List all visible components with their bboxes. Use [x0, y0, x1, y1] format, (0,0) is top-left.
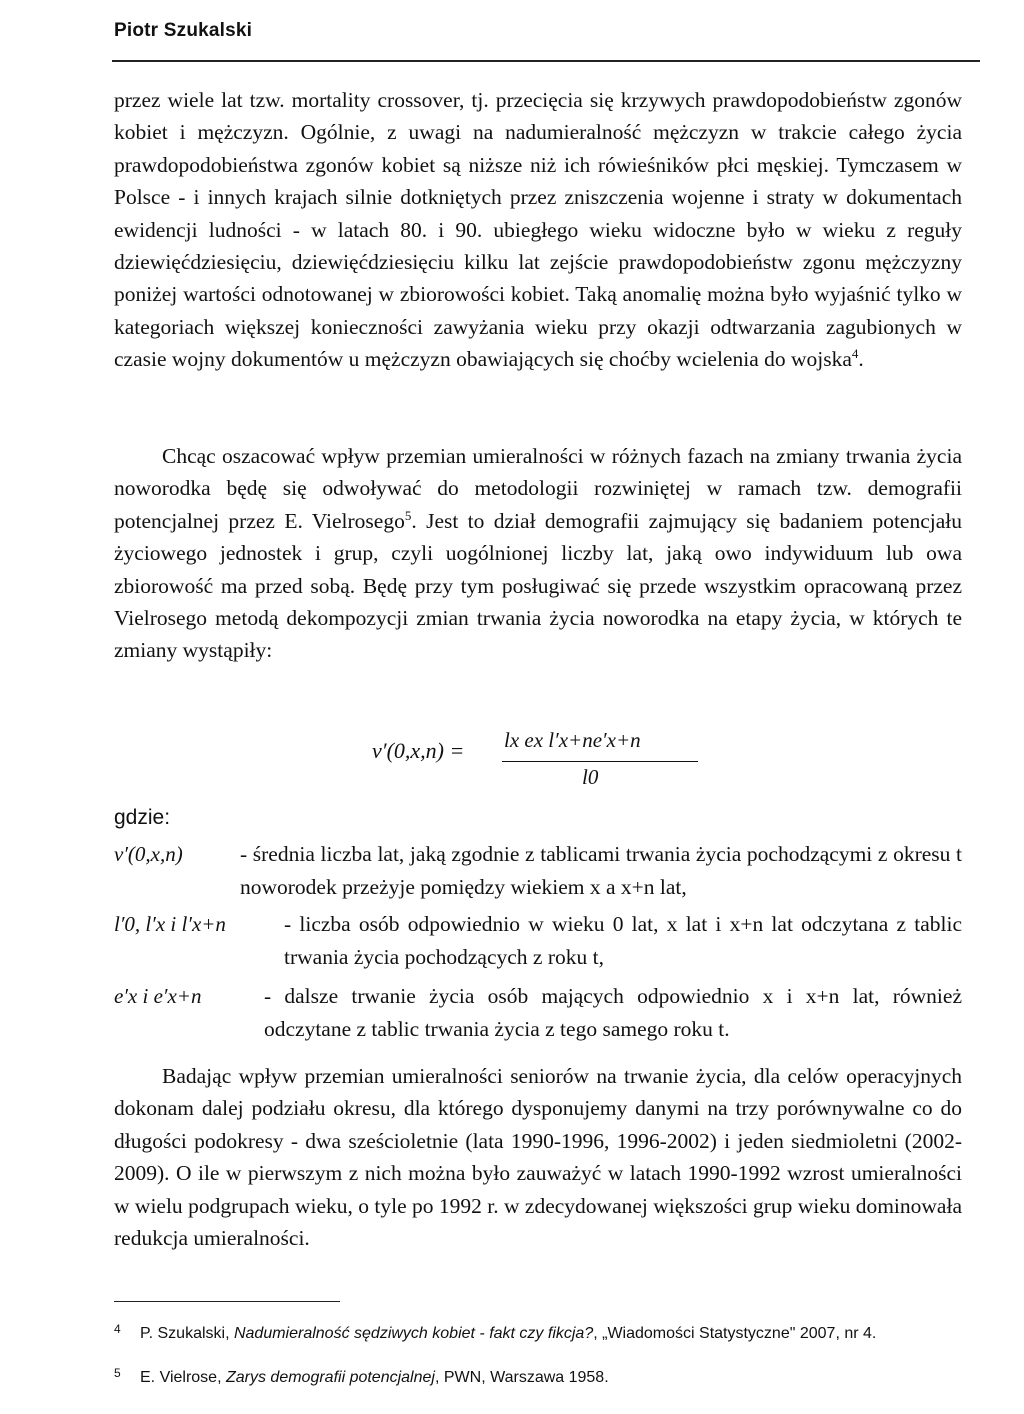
formula-fraction-bar [502, 761, 698, 762]
footnote-title: Nadumieralność sędziwych kobiet - fakt czy fikcja? [233, 1325, 594, 1342]
footnote-rule [114, 1301, 340, 1302]
formula-lhs: v′(0,x,n) = [372, 738, 465, 763]
where-label: gdzie: [114, 806, 171, 829]
paragraph-3 [114, 1060, 962, 1254]
definition-term: e′x i e′x+n [114, 984, 202, 1008]
definition-term: v′(0,x,n) [114, 842, 183, 866]
formula-vielrose [372, 728, 712, 798]
footnote-source: , PWN, Warszawa 1958. [434, 1369, 609, 1386]
footnote-ref-5[interactable]: 5 [404, 507, 412, 523]
paragraph-3-text: Badając wpływ przemian umieralności seniorów na trwanie życia, dla celów operacyjnych dokonam dalej podziału okresu, dla którego dysponujemy danymi na trzy porównywalne co do długości podokresy - dwa sześcioletnie (lata 1990-1996, 1996-2002) i jeden siedmioletni (2002-2009). O ile w pierwszym z nich można było zauważyć w latach 1990-1992 wzrost umieralności w wielu podgrupach wieku, o tyle po 1992 r. w zdecydowanej większości grup wieku dominowała redukcja umieralności. [114, 1064, 962, 1251]
definitions-list [114, 838, 962, 1052]
footnote-source: , „Wiadomości Statystyczne" 2007, nr 4. [593, 1325, 877, 1342]
paragraph-1-text: przez wiele lat tzw. mortality crossover, tj. przecięcia się krzywych prawdopodobieństw zgonów kobiet i mężczyzn. Ogólnie, z uwagi na nadumieralność mężczyzn w trakcie całego życia prawdopodobieństwa zgonów kobiet są niższe niż ich rówieśników płci męskiej. Tymczasem w Polsce - i innych krajach silnie dotkniętych przez zniszczenia wojenne i straty w dokumentach ewidencji ludności - w latach 80. i 90. ubiegłego wieku widoczne było w wieku z reguły dziewięćdziesięciu, dziewięćdziesięciu kilku lat zejście prawdopodobieństw zgonu mężczyzny poniżej wartości odnotowanej w zbiorowości kobiet. Taką anomalię można było wyjaśnić tylko w kategoriach większej konieczności zawyżania wieku przy okazji odtwarzania zagubionych w czasie wojny dokumentów u mężczyzn obawiających się choćby wcielenia do wojska [114, 88, 962, 372]
footnote-number: 5 [114, 1366, 121, 1380]
running-header-author: Piotr Szukalski [114, 20, 253, 41]
paragraph-2-text-b: . Jest to dział demografii zajmujący się badaniem potencjału życiowego jednostek i grup, czyli uogólnionej liczby lat, jaką owo indywiduum lub owa zbiorowość ma przed sobą. Będę przy tym posługiwać się przede wszystkim opracowaną przez Vielrosego metodą dekompozycji zmian trwania życia noworodka na etapy życia, w których te zmiany wystąpiły: [114, 508, 962, 663]
formula-numerator: lx ex l′x+ne′x+n [504, 728, 641, 752]
footnote-number: 4 [114, 1322, 121, 1336]
footnote-author: E. Vielrose, [140, 1369, 226, 1386]
footnote-ref-4[interactable]: 4 [851, 346, 859, 362]
paragraph-2 [114, 440, 962, 667]
definition-text: - średnia liczba lat, jaką zgodnie z tablicami trwania życia pochodzącymi z okresu t noworodek przeżyje pomiędzy wiekiem x a x+n lat, [240, 842, 962, 899]
definition-item [114, 908, 962, 980]
footnote-5 [114, 1362, 964, 1389]
paragraph-1-end: . [858, 347, 864, 372]
header-rule [112, 60, 980, 62]
definition-text: - liczba osób odpowiednio w wieku 0 lat, x lat i x+n lat odczytana z tablic trwania życia pochodzących z roku t, [284, 912, 962, 969]
footnote-author: P. Szukalski, [140, 1325, 234, 1342]
paragraph-2-text-a: Chcąc oszacować wpływ przemian umieralności w różnych fazach na zmiany trwania życia noworodka będę się odwoływać do metodologii rozwiniętej w ramach tzw. demografii potencjalnej przez E. Vielrosego [114, 444, 962, 533]
definition-item [114, 980, 962, 1052]
footnote-4 [114, 1318, 964, 1345]
definition-item [114, 838, 962, 908]
footnote-title: Zarys demografii potencjalnej [225, 1369, 435, 1386]
formula-denominator: l0 [582, 765, 599, 789]
definition-text: - dalsze trwanie życia osób mających odpowiednio x i x+n lat, również odczytane z tablic trwania życia z tego samego roku t. [264, 984, 962, 1041]
paragraph-1 [114, 84, 962, 376]
definition-term: l′0, l′x i l′x+n [114, 912, 226, 936]
